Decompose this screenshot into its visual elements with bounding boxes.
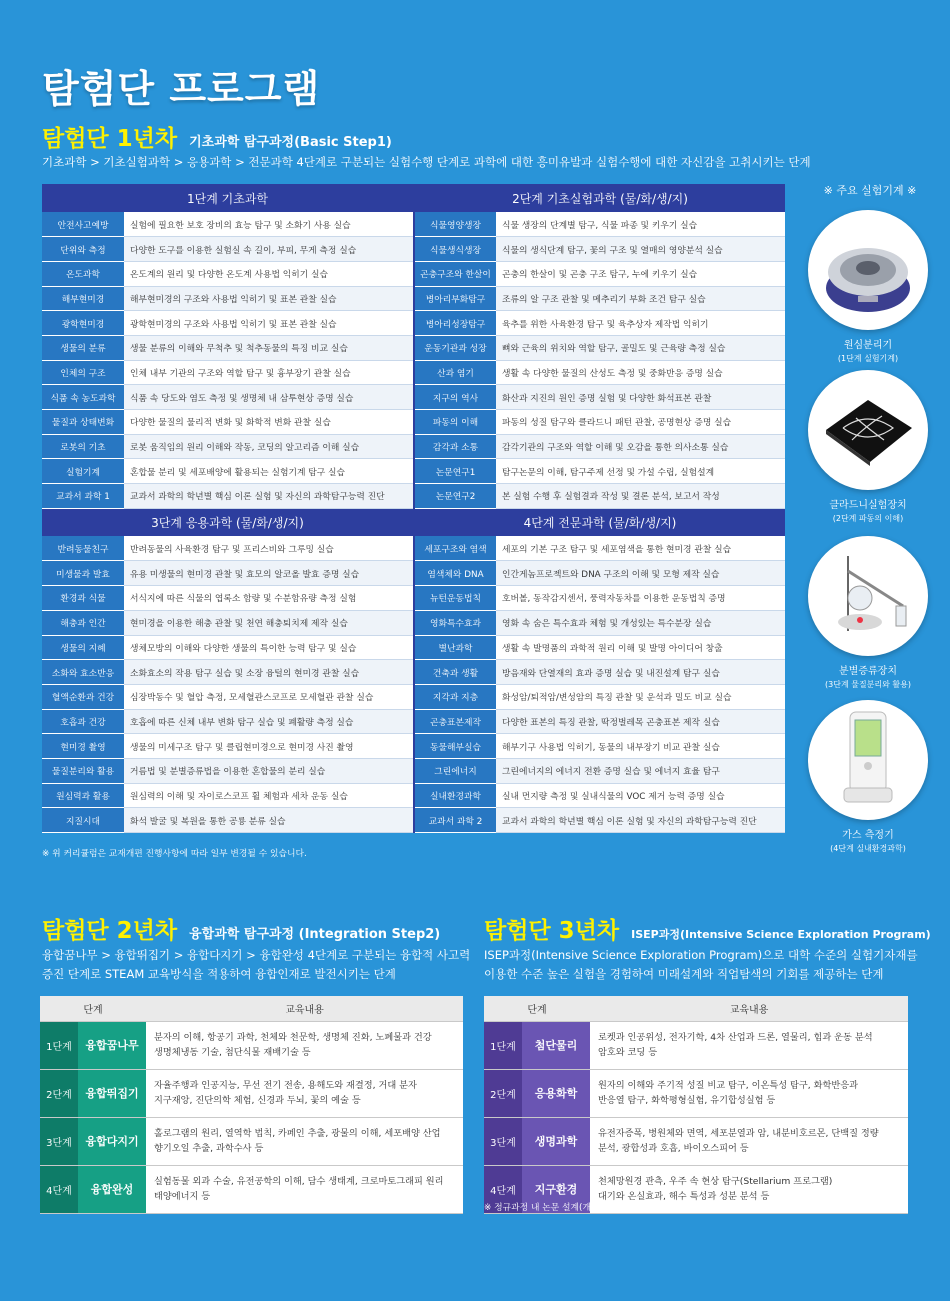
topic-description: 심장박동수 및 혈압 측정, 모세혈관스코프로 모세혈관 관찰 실습	[124, 684, 414, 709]
content-line: 원자의 이해와 주기적 성질 비교 탐구, 이온특성 탐구, 화학반응과	[598, 1080, 858, 1091]
content-line: 분자의 이해, 항공기 과학, 천체와 천문학, 생명체 진화, 노폐물과 건강	[154, 1032, 432, 1043]
topic-description: 소화효소의 작용 탐구 실습 및 소장 융털의 현미경 관찰 실습	[124, 660, 414, 685]
step-label: 1단계	[484, 1021, 522, 1069]
topic-label: 물질과 상태변화	[42, 410, 124, 435]
topic-label: 운동기관과 성장	[414, 335, 496, 360]
topic-label: 미생물과 발효	[42, 561, 124, 586]
topic-label: 식품 속 농도과학	[42, 385, 124, 410]
equipment-gas-meter	[808, 700, 928, 854]
table-row	[42, 808, 785, 833]
equipment-distillation	[808, 536, 928, 690]
topic-description: 탐구논문의 이해, 탐구주제 선정 및 가설 수립, 실험설계	[496, 459, 785, 484]
year2-title: 탐험단 2년차	[42, 918, 178, 944]
table-row	[42, 410, 785, 435]
topic-description: 식품 속 당도와 염도 측정 및 생명체 내 삼투현상 증명 실습	[124, 385, 414, 410]
step-label: 1단계	[40, 1021, 78, 1069]
topic-label: 식물영양생장	[414, 212, 496, 237]
year2-col-step: 단계	[40, 996, 146, 1021]
topic-description: 조류의 알 구조 관찰 및 메추리기 부화 조건 탐구 실습	[496, 286, 785, 311]
topic-description: 곤충의 한살이 및 곤충 구조 탐구, 누에 키우기 실습	[496, 261, 785, 286]
equipment-sub: (3단계 물질분리와 활용)	[825, 680, 911, 689]
topic-label: 지구의 역사	[414, 385, 496, 410]
centrifuge-image	[808, 210, 928, 330]
topic-label: 교과서 과학 1	[42, 484, 124, 509]
table-row	[42, 434, 785, 459]
topic-label: 논문연구2	[414, 484, 496, 509]
step-name: 응용화학	[522, 1069, 590, 1117]
topic-description: 화성암/퇴적암/변성암의 특징 관찰 및 운석과 밀도 비교 실습	[496, 684, 785, 709]
content-line: 분석, 광합성과 호흡, 바이오스피어 등	[598, 1143, 749, 1154]
year1-subtitle: 기초과학 탐구과정(Basic Step1)	[189, 135, 392, 150]
equipment-title: ※ 주요 실험기계 ※	[823, 184, 917, 197]
content-line: 지구재앙, 진단의학 체험, 신경과 두뇌, 꽃의 예술 등	[154, 1095, 361, 1106]
table-row	[42, 709, 785, 734]
topic-description: 혼합물 분리 및 세포배양에 활용되는 실험기계 탐구 실습	[124, 459, 414, 484]
topic-description: 육추를 위한 사육환경 탐구 및 육추상자 제작법 익히기	[496, 311, 785, 336]
topic-label: 염색체와 DNA	[414, 561, 496, 586]
topic-description: 뼈와 근육의 위치와 역할 탐구, 골밀도 및 근육량 측정 실습	[496, 335, 785, 360]
topic-description: 다양한 표본의 특징 관찰, 딱정벌레목 곤충표본 제작 실습	[496, 709, 785, 734]
topic-description: 호흡에 따른 신체 내부 변화 탐구 실습 및 폐활량 측정 실습	[124, 709, 414, 734]
topic-label: 식물생식생장	[414, 237, 496, 262]
table-row	[40, 1117, 463, 1165]
topic-description: 생활 속 다양한 물질의 산성도 측정 및 중화반응 증명 실습	[496, 360, 785, 385]
topic-description: 현미경을 이용한 해충 관찰 및 천연 해충퇴치제 제작 실습	[124, 610, 414, 635]
topic-description: 식물의 생식단계 탐구, 꽃의 구조 및 열매의 영양분석 실습	[496, 237, 785, 262]
step-content	[146, 1117, 463, 1165]
step-content	[146, 1165, 463, 1213]
topic-description: 해부현미경의 구조와 사용법 익히기 및 표본 관찰 실습	[124, 286, 414, 311]
table-row	[42, 286, 785, 311]
topic-label: 실내환경과학	[414, 783, 496, 808]
table-row	[42, 635, 785, 660]
topic-description: 유용 미생물의 현미경 관찰 및 효모의 알코올 발효 증명 실습	[124, 561, 414, 586]
topic-label: 별난과학	[414, 635, 496, 660]
topic-description: 영화 속 숨은 특수효과 체험 및 개성있는 특수분장 실습	[496, 610, 785, 635]
topic-description: 원심력의 이해 및 자이로스코프 휠 체험과 세차 운동 실습	[124, 783, 414, 808]
table-row	[40, 1069, 463, 1117]
content-line: 암호와 코딩 등	[598, 1047, 658, 1058]
table-row	[42, 459, 785, 484]
table-row	[42, 261, 785, 286]
step-name: 지구환경	[522, 1165, 590, 1213]
step-label: 3단계	[40, 1117, 78, 1165]
table-row	[42, 335, 785, 360]
step-label: 2단계	[484, 1069, 522, 1117]
topic-label: 동물해부실습	[414, 734, 496, 759]
topic-label: 감각과 소통	[414, 434, 496, 459]
table-row	[42, 783, 785, 808]
table-row	[42, 484, 785, 509]
page-title: 탐험단 프로그램	[42, 67, 321, 111]
topic-label: 생물의 지혜	[42, 635, 124, 660]
topic-label: 곤충표본제작	[414, 709, 496, 734]
topic-label: 지각과 지층	[414, 684, 496, 709]
table-row	[484, 1117, 908, 1165]
topic-description: 거름법 및 분별증류법을 이용한 혼합물의 분리 실습	[124, 758, 414, 783]
stage-header: 3단계 응용과학 (물/화/생/지)	[42, 508, 414, 536]
chladni-image	[808, 370, 928, 490]
content-line: 대기와 온실효과, 해수 특성과 성분 분석 등	[598, 1191, 770, 1202]
year3-description-line1: ISEP과정(Intensive Science Exploration Program)으로 대학 수준의 실험기자재를	[484, 948, 918, 962]
year1-title: 탐험단 1년차	[42, 126, 178, 152]
topic-description: 방음재와 단열재의 효과 증명 실습 및 내진설계 탐구 실습	[496, 660, 785, 685]
topic-description: 생활 속 발명품의 과학적 원리 이해 및 발명 아이디어 창출	[496, 635, 785, 660]
step-name: 융합다지기	[78, 1117, 146, 1165]
topic-label: 현미경 촬영	[42, 734, 124, 759]
topic-description: 인체 내부 기관의 구조와 역할 탐구 및 흉부장기 관찰 실습	[124, 360, 414, 385]
topic-label: 온도과학	[42, 261, 124, 286]
table-row	[42, 561, 785, 586]
table-row	[42, 660, 785, 685]
year2-description-line1: 융합꿈나무 > 융합뛰집기 > 융합다지기 > 융합완성 4단계로 구분되는 융합적 사고력	[42, 948, 471, 962]
topic-label: 건축과 생활	[414, 660, 496, 685]
year3-col-step: 단계	[484, 996, 590, 1021]
topic-label: 환경과 식물	[42, 586, 124, 611]
topic-description: 생물의 미세구조 탐구 및 클립현미경으로 현미경 사진 촬영	[124, 734, 414, 759]
topic-description: 교과서 과학의 학년별 핵심 이론 실험 및 자신의 과학탐구능력 진단	[124, 484, 414, 509]
topic-description: 해부기구 사용법 익히기, 동물의 내부장기 비교 관찰 실습	[496, 734, 785, 759]
step-name: 융합완성	[78, 1165, 146, 1213]
content-line: 천체망원경 관측, 우주 속 현상 탐구(Stellarium 프로그램)	[598, 1176, 833, 1187]
topic-description: 실험에 필요한 보호 장비의 효능 탐구 및 소화기 사용 실습	[124, 212, 414, 237]
content-line: 향기오일 추출, 과학수사 등	[154, 1143, 264, 1154]
year3-table	[484, 996, 908, 1214]
topic-label: 교과서 과학 2	[414, 808, 496, 833]
table-row	[42, 684, 785, 709]
step-name: 융합뛰집기	[78, 1069, 146, 1117]
table-row	[42, 610, 785, 635]
topic-label: 광학현미경	[42, 311, 124, 336]
equipment-name: 분별증류장치	[839, 666, 897, 677]
year3-title: 탐험단 3년차	[484, 918, 620, 944]
topic-description: 광학현미경의 구조와 사용법 익히기 및 표본 관찰 실습	[124, 311, 414, 336]
table-row	[42, 385, 785, 410]
topic-label: 지질시대	[42, 808, 124, 833]
table-row	[40, 1165, 463, 1213]
topic-label: 소화와 효소반응	[42, 660, 124, 685]
stage-header: 1단계 기초과학	[42, 184, 414, 212]
topic-description: 온도계의 원리 및 다양한 온도계 사용법 익히기 실습	[124, 261, 414, 286]
topic-label: 생물의 분류	[42, 335, 124, 360]
table-row	[42, 734, 785, 759]
topic-label: 로봇의 기초	[42, 434, 124, 459]
topic-label: 인체의 구조	[42, 360, 124, 385]
topic-label: 세포구조와 염색	[414, 536, 496, 561]
topic-label: 원심력과 활용	[42, 783, 124, 808]
step-label: 3단계	[484, 1117, 522, 1165]
year3-subtitle: ISEP과정(Intensive Science Exploration Program)	[631, 928, 931, 941]
step-content	[590, 1069, 908, 1117]
year2-col-content: 교육내용	[146, 996, 463, 1021]
stage-header: 4단계 전문과학 (물/화/생/지)	[414, 508, 785, 536]
content-line: 자율주행과 인공지능, 무선 전기 전송, 용해도와 재결정, 거대 분자	[154, 1080, 417, 1091]
step-content	[146, 1069, 463, 1117]
step-content	[590, 1021, 908, 1069]
topic-description: 실내 먼지량 측정 및 실내식물의 VOC 제거 능력 증명 실습	[496, 783, 785, 808]
content-line: 유전자증폭, 병원체와 면역, 세포분열과 암, 내분비호르몬, 단백질 정량	[598, 1128, 879, 1139]
topic-description: 생체모방의 이해와 다양한 생물의 특이한 능력 탐구 및 실습	[124, 635, 414, 660]
topic-label: 곤충구조와 한살이	[414, 261, 496, 286]
topic-description: 화산과 지진의 원인 증명 실험 및 다양한 화석표본 관찰	[496, 385, 785, 410]
equipment-name: 클라드니실험장치	[829, 500, 907, 511]
topic-description: 인간게놈프로젝트와 DNA 구조의 이해 및 모형 제작 실습	[496, 561, 785, 586]
equipment-name: 가스 측정기	[842, 830, 894, 841]
distillation-image	[808, 536, 928, 656]
topic-label: 단위와 측정	[42, 237, 124, 262]
content-line: 실험동물 외과 수술, 유전공학의 이해, 담수 생태계, 크로마토그래피 원리	[154, 1176, 444, 1187]
equipment-chladni	[808, 370, 928, 524]
equipment-centrifuge	[808, 210, 928, 364]
equipment-name: 원심분리기	[843, 340, 893, 351]
content-line: 반응열 탐구, 화학평형실험, 유기합성실험 등	[598, 1095, 776, 1106]
year2-table	[40, 996, 463, 1214]
table-row	[42, 586, 785, 611]
topic-description: 본 실험 수행 후 실험결과 작성 및 결론 분석, 보고서 작성	[496, 484, 785, 509]
content-line: 태양에너지 등	[154, 1191, 211, 1202]
topic-label: 혈액순환과 건강	[42, 684, 124, 709]
content-line: 생명체냉동 기술, 첨단식물 재배기술 등	[154, 1047, 311, 1058]
topic-label: 실험기계	[42, 459, 124, 484]
table-row	[42, 360, 785, 385]
topic-description: 생물 분류의 이해와 무척추 및 척추동물의 특징 비교 실습	[124, 335, 414, 360]
year1-curriculum-table	[42, 184, 785, 833]
year3-heading	[484, 912, 931, 945]
topic-label: 산과 염기	[414, 360, 496, 385]
table-row	[42, 237, 785, 262]
year1-heading	[42, 120, 392, 153]
topic-label: 병아리성장탐구	[414, 311, 496, 336]
topic-label: 그린에너지	[414, 758, 496, 783]
step-label: 4단계	[40, 1165, 78, 1213]
topic-description: 서식지에 따른 식물의 엽록소 함량 및 수분함유량 측정 실험	[124, 586, 414, 611]
year2-description-line2: 증진 단계로 STEAM 교육방식을 적용하여 융합인재로 발전시키는 단계	[42, 967, 396, 981]
year3-note: ※ 정규과정 내 논문 설계(개인 실험설계 능력 강화), 과학논술(과학적 논리력 향상), 교과 이론학습 포함	[484, 1203, 879, 1213]
content-line: 홀로그램의 원리, 열역학 법칙, 카페인 추출, 광물의 이해, 세포배양 산업	[154, 1128, 441, 1139]
topic-label: 병아리부화탐구	[414, 286, 496, 311]
step-content	[146, 1021, 463, 1069]
topic-description: 화석 발굴 및 복원을 통한 공룡 분류 실습	[124, 808, 414, 833]
topic-description: 호버볼, 동작감지센서, 풍력자동차를 이용한 운동법칙 증명	[496, 586, 785, 611]
topic-description: 로봇 움직임의 원리 이해와 작동, 코딩의 알고리즘 이해 실습	[124, 434, 414, 459]
year3-col-content: 교육내용	[590, 996, 908, 1021]
year1-description: 기초과학 > 기초실험과학 > 응용과학 > 전문과학 4단계로 구분되는 실험수행 단계로 과학에 대한 흥미유발과 실험수행에 대한 자신감을 고취시키는 단계	[42, 155, 811, 169]
step-label: 4단계	[484, 1165, 522, 1213]
topic-label: 해충과 인간	[42, 610, 124, 635]
topic-label: 논문연구1	[414, 459, 496, 484]
topic-description: 교과서 과학의 학년별 핵심 이론 실험 및 자신의 과학탐구능력 진단	[496, 808, 785, 833]
topic-label: 영화특수효과	[414, 610, 496, 635]
topic-description: 세포의 기본 구조 탐구 및 세포염색을 통한 현미경 관찰 실습	[496, 536, 785, 561]
year3-description-line2: 이용한 수준 높은 실험을 경험하여 미래설계와 직업탐색의 기회를 제공하는 단계	[484, 967, 884, 981]
table-row	[40, 1021, 463, 1069]
equipment-sub: (2단계 파동의 이해)	[832, 514, 904, 523]
topic-description: 반려동물의 사육환경 탐구 및 프리스비와 그루밍 실습	[124, 536, 414, 561]
topic-description: 다양한 도구를 이용한 실험실 속 길이, 부피, 무게 측정 실습	[124, 237, 414, 262]
topic-label: 해부현미경	[42, 286, 124, 311]
step-content	[590, 1117, 908, 1165]
table-row	[42, 758, 785, 783]
topic-description: 파동의 성질 탐구와 클라드니 패턴 관찰, 공명현상 증명 실습	[496, 410, 785, 435]
year2-subtitle: 융합과학 탐구과정 (Integration Step2)	[189, 927, 441, 942]
topic-label: 반려동물친구	[42, 536, 124, 561]
stage-header: 2단계 기초실험과학 (물/화/생/지)	[414, 184, 785, 212]
step-label: 2단계	[40, 1069, 78, 1117]
table-row	[484, 1021, 908, 1069]
table-row	[484, 1069, 908, 1117]
topic-label: 호흡과 건강	[42, 709, 124, 734]
topic-label: 파동의 이해	[414, 410, 496, 435]
topic-description: 식물 생장의 단계별 탐구, 식물 파종 및 키우기 실습	[496, 212, 785, 237]
equipment-sub: (1단계 실험기계)	[837, 354, 899, 363]
topic-description: 그린에너지의 에너지 전환 증명 실습 및 에너지 효율 탐구	[496, 758, 785, 783]
year2-heading	[42, 912, 440, 945]
step-name: 융합꿈나무	[78, 1021, 146, 1069]
content-line: 로켓과 인공위성, 전자기학, 4차 산업과 드론, 열물리, 힘과 운동 분석	[598, 1032, 873, 1043]
step-name: 첨단물리	[522, 1021, 590, 1069]
topic-label: 안전사고예방	[42, 212, 124, 237]
table-row	[42, 311, 785, 336]
topic-description: 감각기관의 구조와 역할 이해 및 오감을 통한 의사소통 실습	[496, 434, 785, 459]
year1-note: ※ 위 커리큘럼은 교재개편 진행사항에 따라 일부 변경될 수 있습니다.	[42, 849, 307, 859]
topic-description: 다양한 물질의 물리적 변화 및 화학적 변화 관찰 실습	[124, 410, 414, 435]
step-name: 생명과학	[522, 1117, 590, 1165]
gas-meter-image	[808, 700, 928, 820]
topic-label: 물질분리와 활용	[42, 758, 124, 783]
topic-label: 뉴턴운동법칙	[414, 586, 496, 611]
table-row	[42, 212, 785, 237]
table-row	[42, 536, 785, 561]
equipment-sub: (4단계 실내환경과학)	[830, 844, 906, 853]
